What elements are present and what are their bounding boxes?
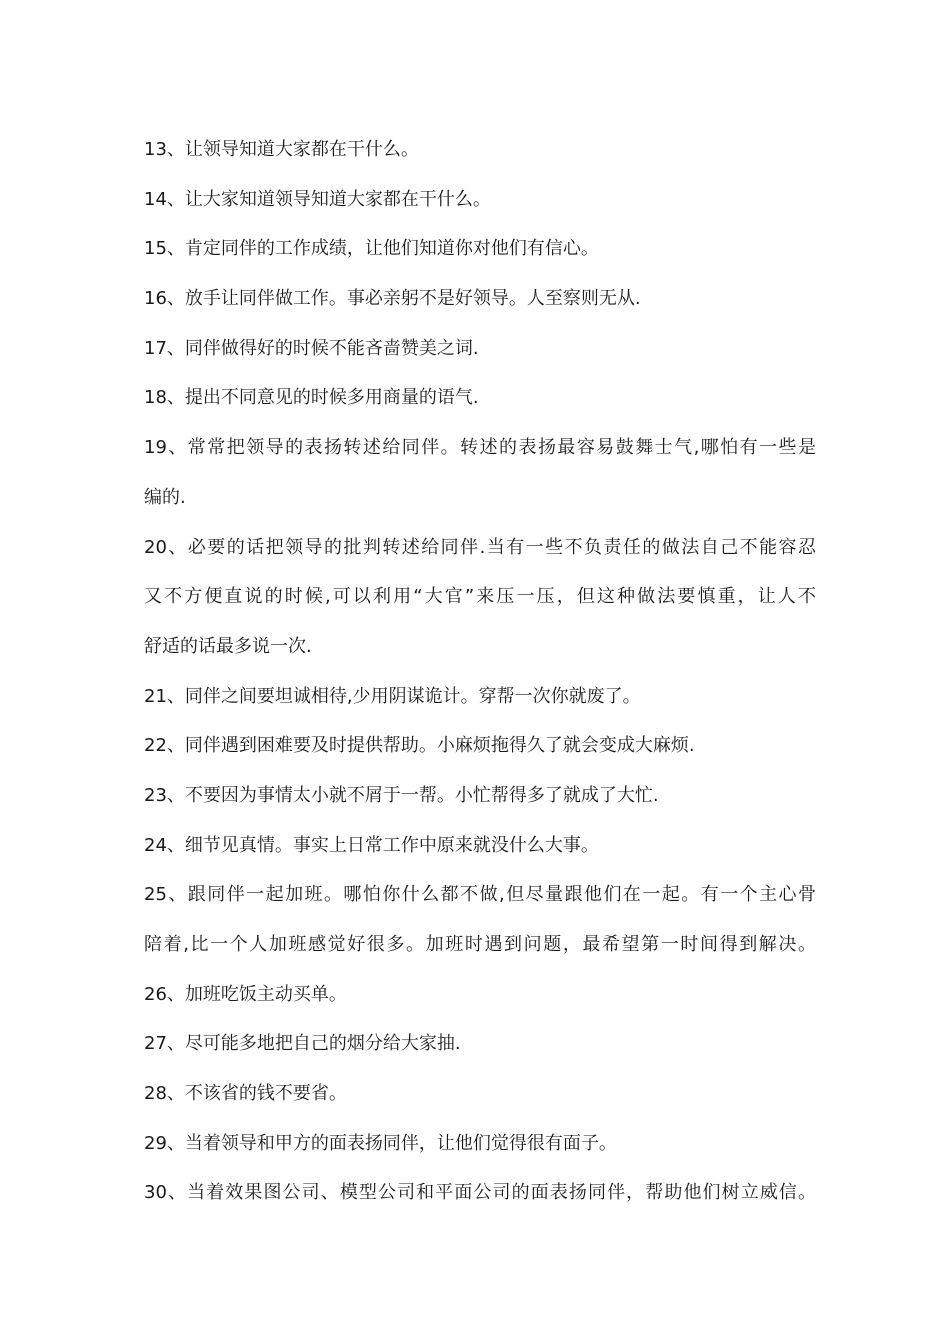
text-line: 23、不要因为事情太小就不屑于一帮。小忙帮得多了就成了大忙. — [144, 784, 659, 806]
text-line: 27、尽可能多地把自己的烟分给大家抽. — [144, 1033, 461, 1055]
text-line: 18、提出不同意见的时候多用商量的语气. — [144, 387, 479, 409]
text-line: 29、当着领导和甲方的面表扬同伴，让他们觉得很有面子。 — [144, 1132, 617, 1154]
text-line: 陪着,比一个人加班感觉好很多。加班时遇到问题，最希望第一时间得到解决。 — [144, 934, 816, 955]
text-line: 24、细节见真情。事实上日常工作中原来就没什么大事。 — [144, 834, 599, 856]
text-line: 30、当着效果图公司、模型公司和平面公司的面表扬同伴，帮助他们树立威信。 — [144, 1182, 816, 1204]
text-line: 又不方便直说的时候,可以利用“大官”来压一压，但这种做法要慎重，让人不 — [144, 586, 816, 608]
text-line: 舒适的话最多说一次. — [144, 635, 312, 657]
text-line: 13、让领导知道大家都在干什么。 — [144, 139, 419, 160]
text-line: 编的. — [144, 486, 186, 508]
text-line: 28、不该省的钱不要省。 — [144, 1083, 347, 1105]
text-line: 25、跟同伴一起加班。哪怕你什么都不做,但尽量跟他们在一起。有一个主心骨 — [144, 884, 816, 906]
text-line: 26、加班吃饭主动买单。 — [144, 983, 347, 1005]
text-line: 20、必要的话把领导的批判转述给同伴.当有一些不负责任的做法自己不能容忍 — [144, 536, 816, 558]
document-body — [144, 125, 816, 1218]
text-line: 19、常常把领导的表扬转述给同伴。转述的表扬最容易鼓舞士气,哪怕有一些是 — [144, 437, 816, 459]
text-line: 21、同伴之间要坦诚相待,少用阴谋诡计。穿帮一次你就废了。 — [144, 685, 641, 707]
text-line: 16、放手让同伴做工作。事必亲躬不是好领导。人至察则无从. — [144, 288, 641, 310]
text-line: 15、肯定同伴的工作成绩，让他们知道你对他们有信心。 — [144, 238, 599, 260]
text-line: 14、让大家知道领导知道大家都在干什么。 — [144, 188, 491, 210]
text-line: 17、同伴做得好的时候不能吝啬赞美之词. — [144, 337, 479, 359]
text-line: 22、同伴遇到困难要及时提供帮助。小麻烦拖得久了就会变成大麻烦. — [144, 735, 695, 757]
